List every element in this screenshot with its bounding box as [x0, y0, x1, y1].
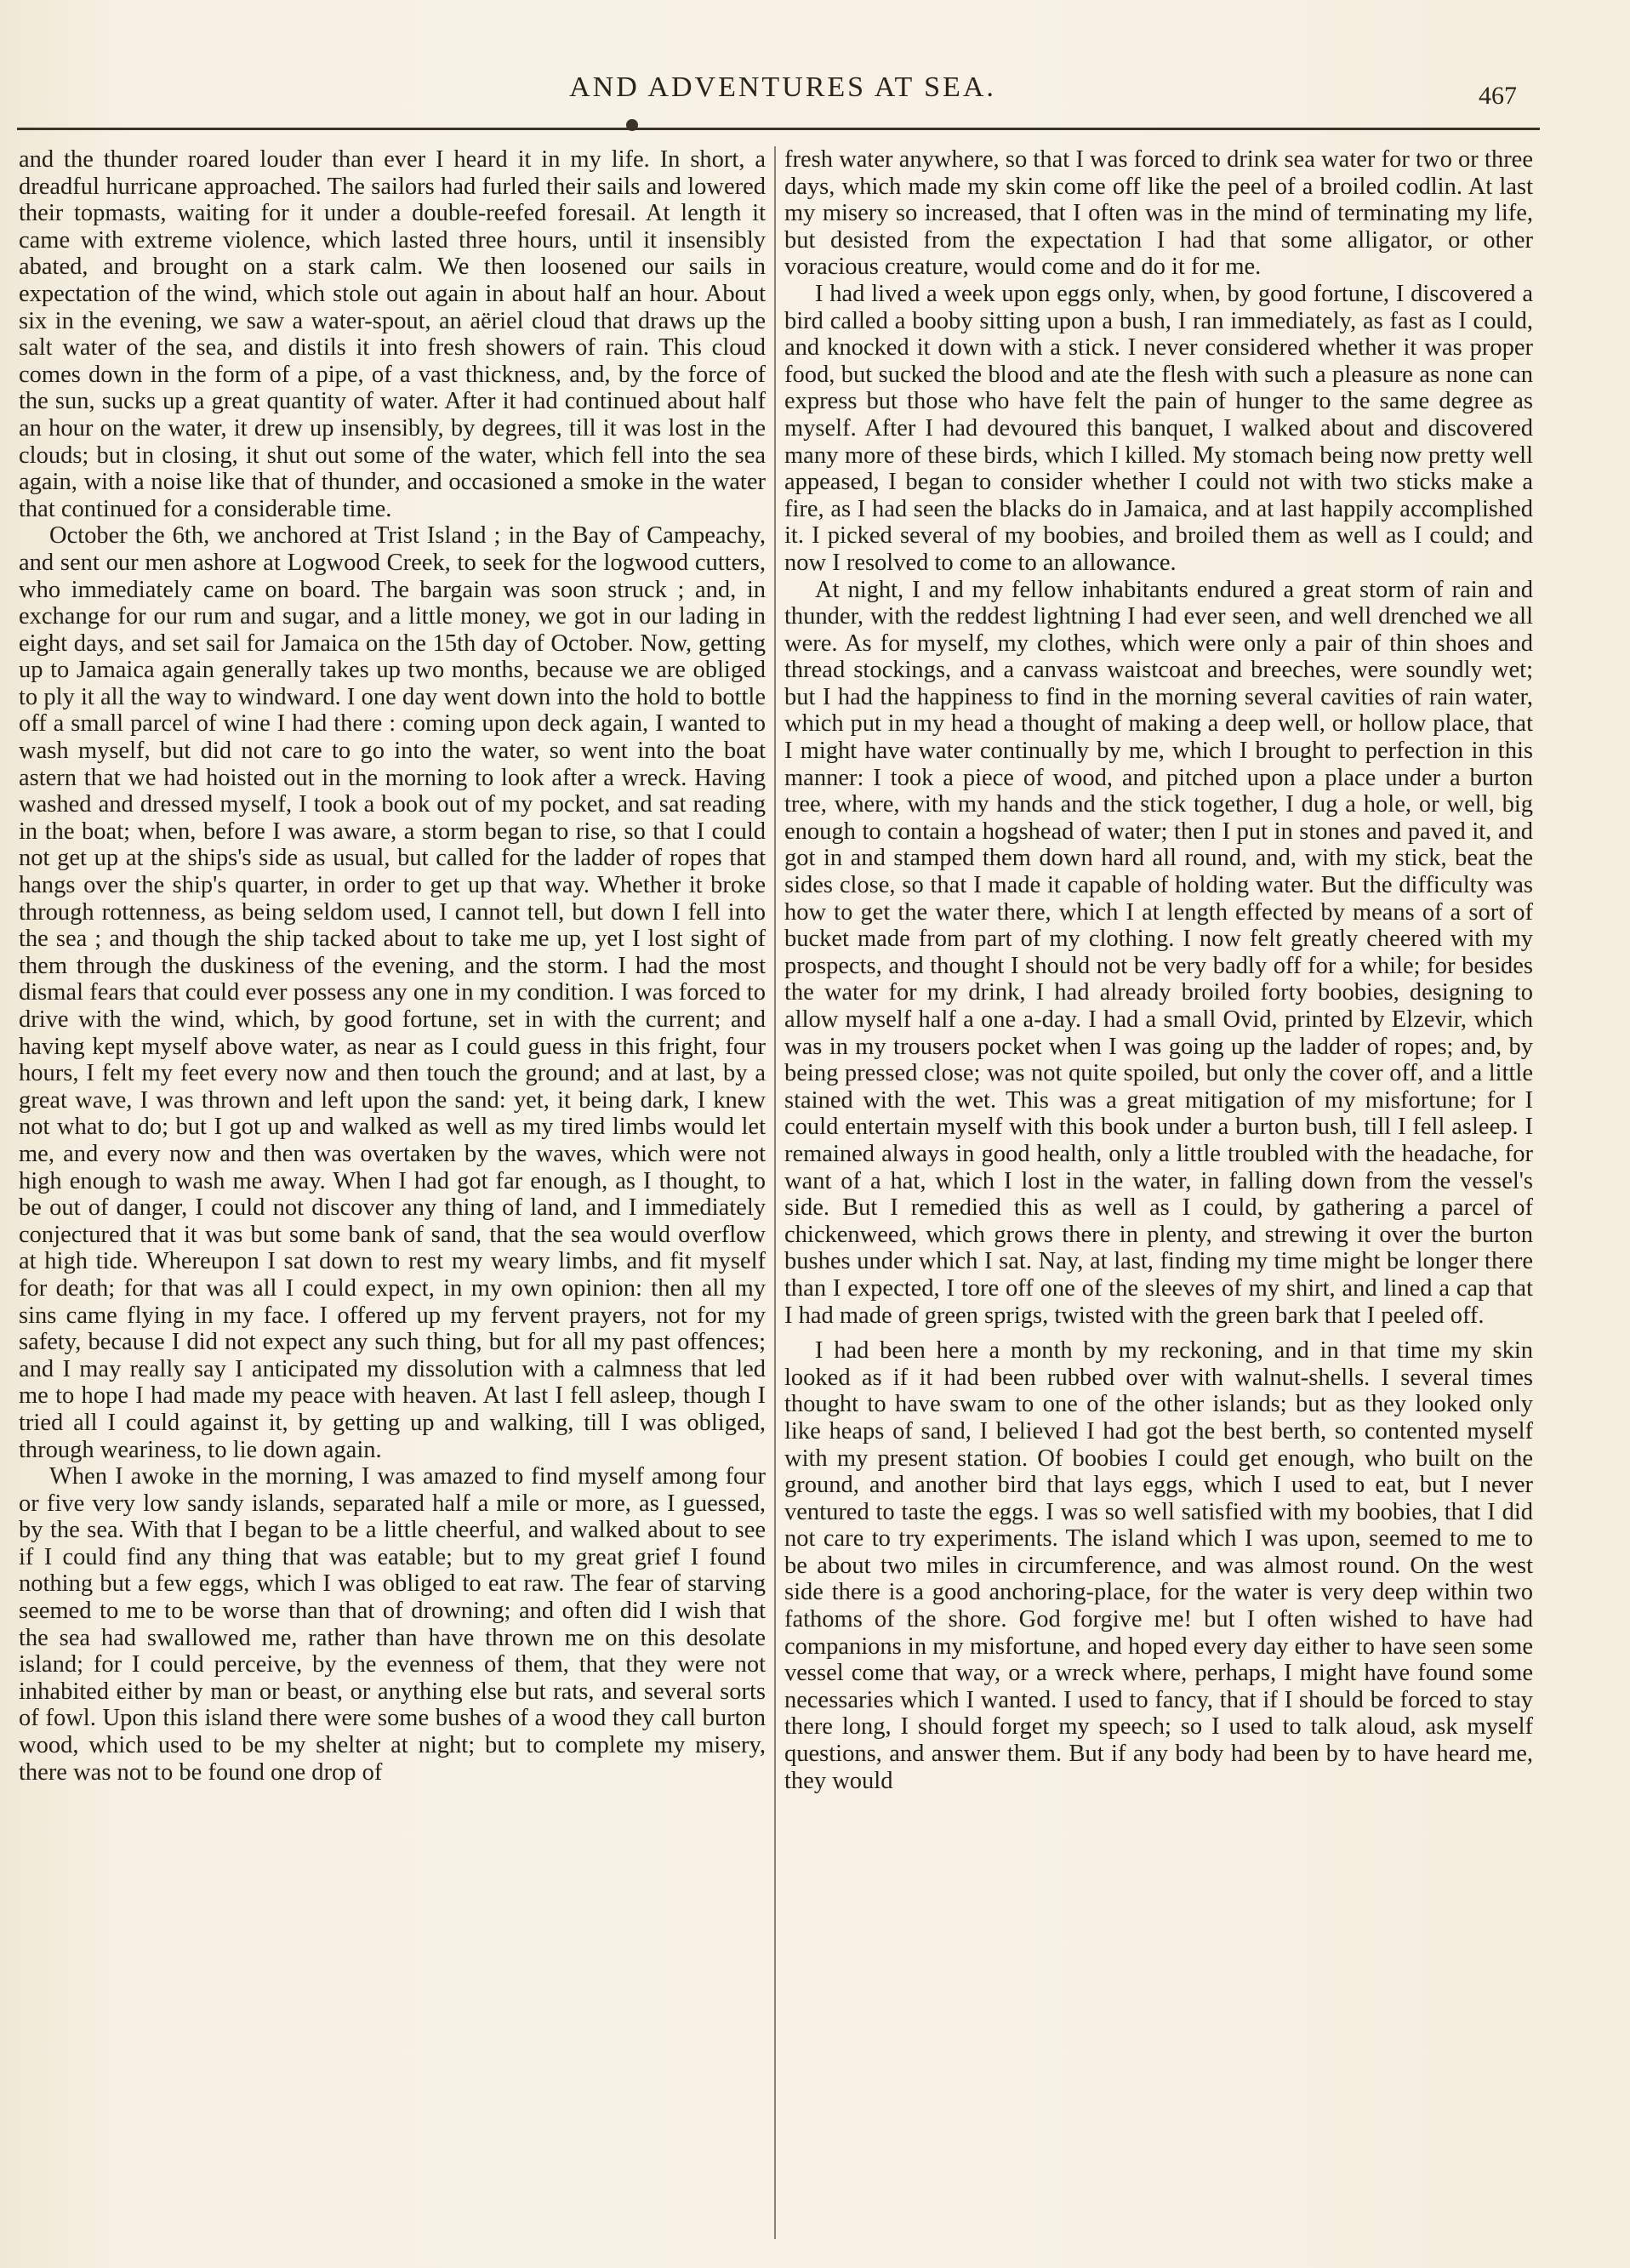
column-divider [774, 146, 776, 2239]
paragraph: When I awoke in the morning, I was amazed to find myself among four or five very low sandy islands, separated half a mile or more, as I guessed, by the sea. With that I began to be a little cheerful, and walked about to see if I could find any thing that was eatable; but to my great grief I found nothing but a few eggs, which I was obliged to eat raw. The fear of starving seemed to me to be worse than that of drowning; and often did I wish that the sea had swallowed me, rather than have thrown me on this desolate island; for I could perceive, by the evenness of them, that they were not inhabited either by man or beast, or anything else but rats, and several sorts of fowl. Upon this island there were some bushes of a wood they call burton wood, which used to be my shelter at night; but to complete my misery, there was not to be found one drop of [19, 1463, 766, 1786]
paragraph: October the 6th, we anchored at Trist Island ; in the Bay of Campeachy, and sent our men ashore at Logwood Creek, to seek for the logwood cutters, who immediately came on board. The bargain was soon struck ; and, in exchange for our rum and sugar, and a little money, we got in our lading in eight days, and set sail for Jamaica on the 15th day of October. Now, getting up to Jamaica again generally takes up two months, because we are obliged to ply it all the way to windward. I one day went down into the hold to bottle off a small parcel of wine I had there : coming upon deck again, I wanted to wash myself, but did not care to go into the water, so went into the boat astern that we had hoisted out in the morning to look after a wreck. Having washed and dressed myself, I took a book out of my pocket, and sat reading in the boat; when, before I was aware, a storm began to rise, so that I could not get up at the ships's side as usual, but called for the ladder of ropes that hangs over the ship's quarter, in order to get up that way. Whether it broke through rottenness, as being seldom used, I cannot tell, but down I fell into the sea ; and though the ship tacked about to take me up, yet I lost sight of them through the duskiness of the evening, and the storm. I had the most dismal fears that could ever possess any one in my condition. I was forced to drive with the wind, which, by good fortune, set in with the current; and having kept myself above water, as near as I could guess in this fright, four hours, I felt my feet every now and then touch the ground; and at last, by a great wave, I was thrown and left upon the sand: yet, it being dark, I knew not what to do; but I got up and walked as well as my tired limbs would let me, and every now and then was overtaken by the waves, which were not high enough to wash me away. When I had got far enough, as I thought, to be out of danger, I could not discover any thing of land, and I immediately conjectured that it was but some bank of sand, that the sea would overflow at high tide. Whereupon I sat down to rest my weary limbs, and fit myself for death; for that was all I could expect, in my own opinion: then all my sins came flying in my face. I offered up my fervent prayers, not for my safety, because I did not expect any such thing, but for all my past offences; and I may really say I anticipated my dissolution with a calmness that led me to hope I had made my peace with heaven. At last I fell asleep, though I tried all I could against it, by getting up and walking, till I was obliged, through weariness, to lie down again. [19, 522, 766, 1463]
paragraph: At night, I and my fellow inhabitants endured a great storm of rain and thunder, with the reddest lightning I had ever seen, and well drenched we all were. As for myself, my clothes, which were only a pair of thin shoes and thread stockings, and a canvass waistcoat and breeches, were soundly wet; but I had the happiness to find in the morning several cavities of rain water, which put in my head a thought of making a deep well, or hollow place, that I might have water continually by me, which I brought to perfection in this manner: I took a piece of wood, and pitched upon a place under a burton tree, where, with my hands and the stick together, I dug a hole, or well, big enough to contain a hogshead of water; then I put in stones and paved it, and got in and stamped them down hard all round, and, with my stick, beat the sides close, so that I made it capable of holding water. But the difficulty was how to get the water there, which I at length effected by means of a sort of bucket made from part of my clothing. I now felt greatly cheered with my prospects, and thought I should not be very badly off for a while; for besides the water for my drink, I had already broiled forty boobies, designing to allow myself half a one a-day. I had a small Ovid, printed by Elzevir, which was in my trousers pocket when I was going up the ladder of ropes; and, by being pressed close; was not quite spoiled, but only the cover off, and a little stained with the wet. This was a great mitigation of my misfortune; for I could entertain myself with this book under a burton bush, till I fell asleep. I remained always in good health, only a little troubled with the headache, for want of a hat, which I lost in the water, in falling down from the vessel's side. But I remedied this as well as I could, by gathering a parcel of chickenweed, which grows there in plenty, and strewing it over the burton bushes under which I sat. Nay, at last, finding my time might be longer there than I expected, I tore off one of the sleeves of my shirt, and lined a cap that I had made of green sprigs, twisted with the green bark that I peeled off. [784, 576, 1533, 1329]
page-number: 467 [1479, 82, 1517, 110]
header-rule [17, 128, 1540, 130]
right-column [784, 146, 1533, 2239]
running-head: AND ADVENTURES AT SEA. [569, 71, 996, 103]
paragraph: I had lived a week upon eggs only, when, by good fortune, I discovered a bird called a booby sitting upon a bush, I ran immediately, as fast as I could, and knocked it down with a stick. I never considered whether it was proper food, but sucked the blood and ate the flesh with such a pleasure as none can express but those who have felt the pain of hunger to the same degree as myself. After I had devoured this banquet, I walked about and discovered many more of these birds, which I killed. My stomach being now pretty well appeased, I began to consider whether I could not with two sticks make a fire, as I had seen the blacks do in Jamaica, and at last happily accomplished it. I picked several of my boobies, and broiled them as well as I could; and now I resolved to come to an allowance. [784, 280, 1533, 576]
paragraph: and the thunder roared louder than ever I heard it in my life. In short, a dreadful hurricane approached. The sailors had furled their sails and lowered their topmasts, waiting for it under a double-reefed foresail. At length it came with extreme violence, which lasted three hours, until it insensibly abated, and brought on a stark calm. We then loosened our sails in expectation of the wind, which stole out again in about half an hour. About six in the evening, we saw a water-spout, an aëriel cloud that draws up the salt water of the sea, and distils it into fresh showers of rain. This cloud comes down in the form of a pipe, of a vast thickness, and, by the force of the sun, sucks up a great quantity of water. After it had continued about half an hour on the water, it drew up insensibly, by degrees, till it was lost in the clouds; but in closing, it shut out some of the water, which fell into the sea again, with a noise like that of thunder, and occasioned a smoke in the water that continued for a considerable time. [19, 146, 766, 522]
page-header [17, 71, 1548, 116]
paragraph: fresh water anywhere, so that I was forced to drink sea water for two or three days, which made my skin come off like the peel of a broiled codlin. At last my misery so increased, that I often was in the mind of terminating my life, but desisted from the expectation I had that some alligator, or other voracious creature, would come and do it for me. [784, 146, 1533, 281]
paragraph: I had been here a month by my reckoning, and in that time my skin looked as if it had been rubbed over with walnut-shells. I several times thought to have swam to one of the other islands; but as they looked only like heaps of sand, I believed I had got the best berth, so contented myself with my present station. Of boobies I could get enough, who built on the ground, and another bird that lays eggs, which I used to eat, but I never ventured to taste the eggs. I was so well satisfied with my boobies, that I did not care to try experiments. The island which I was upon, seemed to me to be about two miles in circumference, and was almost round. On the west side there is a good anchoring-place, for the water is very deep within two fathoms of the shore. God forgive me! but I often wished to have had companions in my misfortune, and hoped every day either to have seen some vessel come that way, or a wreck where, perhaps, I might have found some necessaries which I wanted. I used to fancy, that if I should be forced to stay there long, I should forget my speech; so I used to talk aloud, ask myself questions, and answer them. But if any body had been by to have heard me, they would [784, 1337, 1533, 1794]
left-column [19, 146, 766, 2239]
header-rule-ornament [626, 119, 638, 131]
